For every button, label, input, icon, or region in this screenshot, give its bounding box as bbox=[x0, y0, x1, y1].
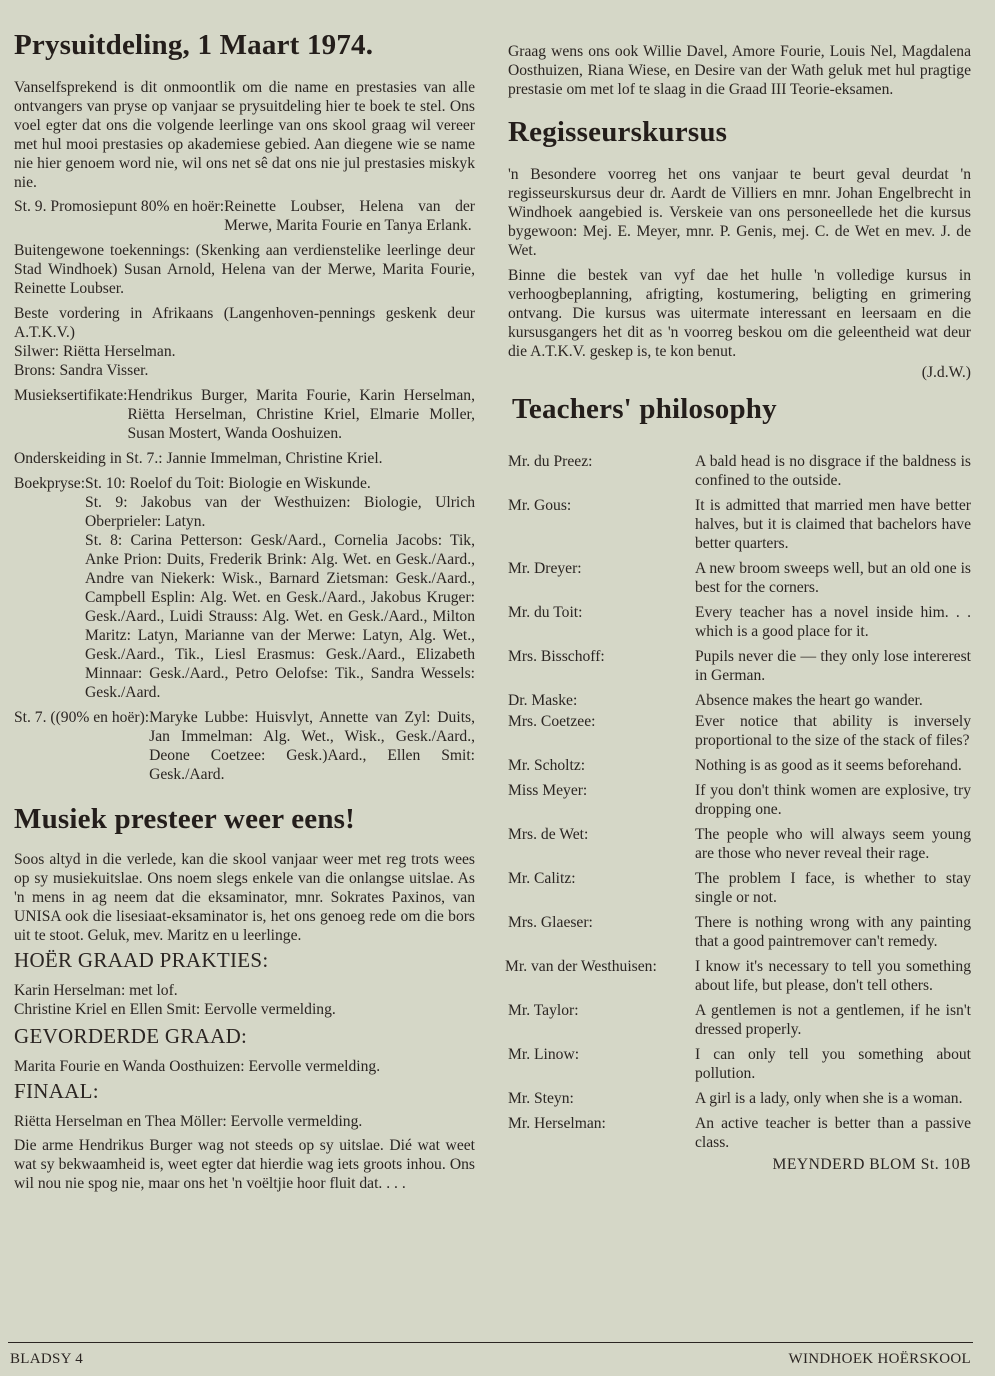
teacher-quote: There is nothing wrong with any painting that a good paintremover can't remedy. bbox=[695, 913, 971, 950]
page-number: BLADSY 4 bbox=[10, 1351, 84, 1367]
director-course-para-1: 'n Besondere voorreg het ons vanjaar te beurt geval deurdat 'n regisseurskursus deur dr. Aardt de Villiers en mnr. Johan Engelbrecht in Windhoek aangebied is. Verskeie van ons personeellede het die kursus bygewoon: Mej. E. Meyer, mnr. P. Genis, mej. C. de Wet en mev. J. de Wet. bbox=[508, 165, 971, 259]
st9-value: Reinette Loubser, Helena van der Merwe, Marita Fourie en Tanya Erlank. bbox=[224, 197, 475, 234]
st7-prizes bbox=[14, 708, 475, 784]
philosophy-entry bbox=[508, 825, 971, 863]
prize-intro: Vanselfsprekend is dit onmoontlik om die name en prestasies van alle ontvangers van pryse op vanjaar se prysuitdeling hier te boek te stel. Ons voel egter dat ons die volgende leerlinge van ons skool graag wil vereer met hul mooi prestasies op akademiese gebied. Aan diegene wie se name nie hier genoem word nie, wil ons net sê dat ons nie jul prestasies miskyk nie. bbox=[14, 78, 475, 191]
philosophy-entry bbox=[508, 1001, 971, 1039]
teacher-name: Mr. van der Westhuisen: bbox=[505, 957, 657, 975]
philosophy-entry bbox=[508, 647, 971, 685]
afrikaans-progress: Beste vordering in Afrikaans (Langenhoven-pennings geskenk deur A.T.K.V.) bbox=[14, 304, 475, 341]
director-course-title: Regisseurskursus bbox=[508, 116, 728, 148]
teacher-quote: Every teacher has a novel inside him. . . which is a good place for it. bbox=[695, 603, 971, 640]
book-prize-st10: St. 10: Roelof du Toit: Biologie en Wiskunde. bbox=[85, 474, 371, 492]
prize-section-title: Prysuitdeling, 1 Maart 1974. bbox=[14, 29, 374, 61]
philosophy-entry bbox=[508, 712, 971, 750]
teacher-name: Miss Meyer: bbox=[508, 781, 588, 799]
teacher-name: Mr. Herselman: bbox=[508, 1114, 606, 1132]
philosophy-entry bbox=[508, 756, 971, 775]
teacher-name: Mr. Dreyer: bbox=[508, 559, 582, 577]
music-closing: Die arme Hendrikus Burger wag not steeds op sy uitslae. Dié wat weet wat sy bekwaamheid is, weet egter dat hierdie wag iets groots inhou. Ons wil nou nie spog nie, maar ons het 'n voëltjie hoor fluit dat. . . . bbox=[14, 1137, 475, 1193]
final-heading: FINAAL: bbox=[14, 1078, 99, 1103]
philosophy-entry bbox=[505, 957, 971, 995]
teacher-name: Mr. Scholtz: bbox=[508, 756, 586, 774]
teacher-quote: It is admitted that married men have better halves, but it is claimed that bachelors have better quarters. bbox=[695, 496, 971, 552]
teacher-name: Mr. du Preez: bbox=[508, 452, 593, 470]
teacher-quote: I can only tell you something about pollution. bbox=[695, 1045, 971, 1082]
teacher-name: Mrs. Bisschoff: bbox=[508, 647, 605, 665]
teacher-quote: If you don't think women are explosive, try dropping one. bbox=[695, 781, 971, 818]
philosophy-entry bbox=[508, 781, 971, 819]
director-course-para-2: Binne die bestek van vyf dae het hulle 'n volledige kursus in verhoogbeplanning, afrigting, kostumering, beligting en grimering ontvang. Die kursus was uitermate interessant en leersaam en die kursusgangers het dit as 'n voorreg beskou om die geleentheid wat deur die A.T.K.V. geskep is, te kon benut. bbox=[508, 266, 971, 360]
teacher-name: Dr. Maske: bbox=[508, 691, 578, 709]
st7-label: St. 7. ((90% en hoër): bbox=[14, 708, 150, 726]
advanced-grade-line: Marita Fourie en Wanda Oosthuizen: Eervolle vermelding. bbox=[14, 1057, 381, 1075]
music-certificates bbox=[14, 386, 475, 443]
teacher-quote: Ever notice that ability is inversely proportional to the size of the stack of files? bbox=[695, 712, 971, 749]
philosophy-entry bbox=[508, 1114, 971, 1152]
teacher-name: Mr. Taylor: bbox=[508, 1001, 579, 1019]
higher-grade-line-2: Christine Kriel en Ellen Smit: Eervolle vermelding. bbox=[14, 1000, 336, 1018]
book-prizes bbox=[14, 474, 475, 702]
music-section-title: Musiek presteer weer eens! bbox=[14, 802, 356, 835]
silver-award: Silwer: Riëtta Herselman. bbox=[14, 342, 176, 360]
st9-label: St. 9. Promosiepunt 80% en hoër: bbox=[14, 197, 225, 215]
final-line: Riëtta Herselman en Thea Möller: Eervolle vermelding. bbox=[14, 1113, 363, 1131]
philosophy-entry bbox=[508, 1045, 971, 1083]
publication-name: WINDHOEK HOËRSKOOL bbox=[788, 1351, 971, 1367]
philosophy-entry bbox=[508, 691, 971, 710]
music-cert-value: Hendrikus Burger, Marita Fourie, Karin Herselman, Riëtta Herselman, Christine Kriel, Elmarie Moller, Susan Mostert, Wanda Ooshuizen. bbox=[127, 386, 475, 442]
teacher-quote: I know it's necessary to tell you something about life, but please, don't tell others. bbox=[695, 957, 971, 994]
special-awards: Buitengewone toekennings: (Skenking aan verdienstelike leerlinge deur Stad Windhoek) Susan Arnold, Helena van der Merwe, Marita Fourie, Reinette Loubser. bbox=[14, 241, 475, 297]
bronze-award: Brons: Sandra Visser. bbox=[14, 361, 149, 379]
teacher-name: Mrs. Coetzee: bbox=[508, 712, 596, 730]
book-prize-st9: St. 9: Jakobus van der Westhuizen: Biologie, Ulrich Oberprieler: Latyn. bbox=[85, 493, 475, 530]
st7-distinction: Onderskeiding in St. 7.: Jannie Immelman, Christine Kriel. bbox=[14, 449, 383, 467]
teacher-name: Mr. du Toit: bbox=[508, 603, 583, 621]
teacher-name: Mrs. Glaeser: bbox=[508, 913, 593, 931]
teacher-quote: Nothing is as good as it seems beforehand. bbox=[695, 756, 962, 774]
philosophy-entry bbox=[508, 913, 971, 951]
higher-grade-heading: HOËR GRAAD PRAKTIES: bbox=[14, 947, 269, 972]
philosophy-author: MEYNDERD BLOM St. 10B bbox=[772, 1155, 971, 1173]
left-column bbox=[14, 0, 475, 1193]
philosophy-entry bbox=[508, 496, 971, 553]
teacher-quote: A girl is a lady, only when she is a woman. bbox=[695, 1089, 963, 1107]
teacher-quote: Pupils never die — they only lose intererest in German. bbox=[695, 647, 971, 684]
advanced-grade-heading: GEVORDERDE GRAAD: bbox=[14, 1023, 248, 1048]
philosophy-list bbox=[505, 452, 971, 1152]
teacher-quote: A gentlemen is not a gentlemen, if he isn't dressed properly. bbox=[695, 1001, 971, 1038]
teacher-quote: Absence makes the heart go wander. bbox=[695, 691, 923, 709]
teacher-name: Mr. Calitz: bbox=[508, 869, 576, 887]
footer-divider bbox=[8, 1342, 973, 1343]
director-course-signature: (J.d.W.) bbox=[921, 363, 971, 381]
teacher-quote: A new broom sweeps well, but an old one is best for the corners. bbox=[695, 559, 971, 596]
teacher-name: Mr. Linow: bbox=[508, 1045, 580, 1063]
philosophy-entry bbox=[508, 452, 971, 490]
teacher-quote: The people who will always seem young are those who never reveal their rage. bbox=[695, 825, 971, 862]
theory-congrats: Graag wens ons ook Willie Davel, Amore Fourie, Louis Nel, Magdalena Oosthuizen, Riana Wiese, en Desire van der Wath geluk met hul pragtige prestasie om met lof te slaag in die Graad III Teorie-eksamen. bbox=[508, 43, 971, 98]
right-column bbox=[505, 0, 971, 1174]
teacher-quote: A bald head is no disgrace if the baldness is confined to the outside. bbox=[695, 452, 971, 489]
higher-grade-line-1: Karin Herselman: met lof. bbox=[14, 981, 178, 999]
music-cert-label: Musieksertifikate: bbox=[14, 386, 128, 404]
philosophy-entry bbox=[508, 603, 971, 641]
book-prize-st8: St. 8: Carina Petterson: Gesk/Aard., Cornelia Jacobs: Tik, Anke Prion: Duits, Frederik Brink: Alg. Wet. en Gesk./Aard., Andre van Niekerk: Wisk., Barnard Zietsman: Gesk./Aard., Campbell Esplin: Alg. Wet. en Gesk./Aard., Jakobus Kruger: Gesk./Aard., Luidi Strauss: Alg. Wet. en Gesk./Aard., Milton Maritz: Latyn, Marianne van der Merwe: Latyn, Alg. Wet., Gesk./Aard., Tik., Liesl Erasmus: Gesk./Aard., Elizabeth Minnaar: Gesk./Aard., Petro Oelofse: Tik., Sandra Wessels: Gesk./Aard. bbox=[85, 531, 475, 701]
philosophy-entry bbox=[508, 559, 971, 597]
philosophy-entry bbox=[508, 1089, 971, 1108]
teacher-name: Mr. Gous: bbox=[508, 496, 572, 514]
philosophy-entry bbox=[508, 869, 971, 907]
book-prizes-label: Boekpryse: bbox=[14, 474, 86, 492]
st9-promotion bbox=[14, 197, 475, 235]
teacher-quote: The problem I face, is whether to stay single or not. bbox=[695, 869, 971, 906]
music-intro: Soos altyd in die verlede, kan die skool vanjaar weer met reg trots wees op sy musiekuitslae. Ons noem slegs enkele van die onlangse uitslae. As 'n mens in ag neem dat die eksaminator, mnr. Sokrates Paxinos, van UNISA ook die lisesiaat-eksaminator is, het ons genoeg rede om die bors uit te stoot. Geluk, mev. Maritz en u leerlinge. bbox=[14, 850, 475, 944]
teacher-name: Mrs. de Wet: bbox=[508, 825, 589, 843]
st7-value: Maryke Lubbe: Huisvlyt, Annette van Zyl: Duits, Jan Immelman: Alg. Wet., Wisk., Gesk./Aard., Deone Coetzee: Gesk.)Aard., Ellen Smit: Gesk./Aard. bbox=[149, 708, 475, 783]
philosophy-title: Teachers' philosophy bbox=[512, 392, 777, 425]
teacher-name: Mr. Steyn: bbox=[508, 1089, 574, 1107]
teacher-quote: An active teacher is better than a passive class. bbox=[695, 1114, 971, 1151]
